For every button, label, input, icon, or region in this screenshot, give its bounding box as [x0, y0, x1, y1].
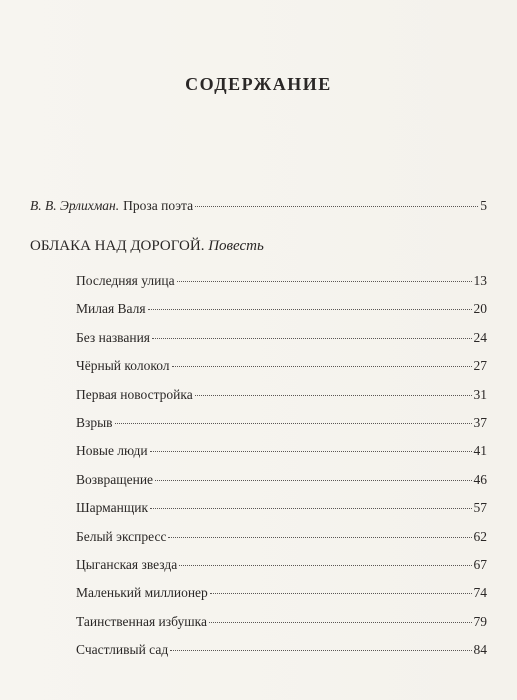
chapter-page-number: 24: [473, 330, 487, 345]
chapter-page-number: 13: [473, 273, 487, 288]
dot-leader: [150, 451, 472, 452]
toc-chapter-entry: [76, 272, 487, 290]
chapter-page-number: 41: [473, 443, 487, 458]
section-subtitle: Повесть: [208, 238, 264, 254]
toc-chapter-entry: [76, 499, 487, 517]
toc-chapter-entry: [76, 442, 487, 460]
toc-chapter-entry: [76, 471, 487, 489]
intro-page-number: 5: [480, 198, 487, 213]
chapter-title: Таинственная избушка: [76, 614, 207, 629]
chapter-title: Последняя улица: [76, 273, 175, 288]
dot-leader: [168, 537, 471, 538]
dot-leader: [195, 395, 472, 396]
chapter-title: Милая Валя: [76, 301, 146, 316]
toc-chapter-entry: [76, 556, 487, 574]
toc-chapter-entry: [76, 641, 487, 659]
intro-author: В. В. Эрлихман.: [30, 198, 120, 213]
dot-leader: [115, 423, 472, 424]
chapter-title: Без названия: [76, 330, 151, 345]
toc-chapter-entry: [76, 329, 487, 347]
section-name: ОБЛАКА НАД ДОРОГОЙ.: [30, 238, 205, 254]
chapter-page-number: 62: [473, 529, 487, 544]
chapter-page-number: 31: [473, 387, 487, 402]
chapter-title: Шарманщик: [76, 500, 149, 515]
dot-leader: [172, 366, 472, 367]
chapter-page-number: 27: [473, 358, 487, 373]
toc-chapter-entry: [76, 584, 487, 602]
page-title: СОДЕРЖАНИЕ: [185, 74, 332, 94]
chapter-page-number: 20: [473, 301, 487, 316]
chapter-title: Цыганская звезда: [76, 557, 178, 572]
chapter-page-number: 57: [473, 500, 487, 515]
chapter-page-number: 84: [473, 642, 487, 657]
dot-leader: [148, 309, 472, 310]
dot-leader: [170, 650, 471, 651]
chapter-title: Первая новостройка: [76, 387, 193, 402]
dot-leader: [179, 565, 471, 566]
chapter-page-number: 46: [473, 472, 487, 487]
dot-leader: [210, 593, 472, 594]
chapter-title: Взрыв: [76, 415, 113, 430]
toc-chapter-entry: [76, 300, 487, 318]
section-heading: [30, 238, 264, 255]
chapter-title: Возвращение: [76, 472, 154, 487]
chapter-page-number: 74: [473, 585, 487, 600]
chapter-page-number: 67: [473, 557, 487, 572]
chapter-title: Маленький миллионер: [76, 585, 208, 600]
intro-title: Проза поэта: [123, 198, 194, 213]
toc-chapter-entry: [76, 528, 487, 546]
dot-leader: [209, 622, 472, 623]
toc-intro-entry: [30, 197, 487, 215]
dot-leader: [177, 281, 472, 282]
chapter-title: Белый экспресс: [76, 529, 167, 544]
dot-leader: [155, 480, 471, 481]
chapter-page-number: 79: [473, 614, 487, 629]
dot-leader: [152, 338, 471, 339]
toc-chapter-entry: [76, 357, 487, 375]
toc-chapter-entry: [76, 386, 487, 404]
chapter-title: Счастливый сад: [76, 642, 169, 657]
dot-leader: [195, 206, 478, 207]
dot-leader: [150, 508, 471, 509]
chapter-page-number: 37: [473, 415, 487, 430]
chapter-title: Чёрный колокол: [76, 358, 170, 373]
toc-chapter-entry: [76, 613, 487, 631]
toc-chapter-entry: [76, 414, 487, 432]
chapter-title: Новые люди: [76, 443, 148, 458]
